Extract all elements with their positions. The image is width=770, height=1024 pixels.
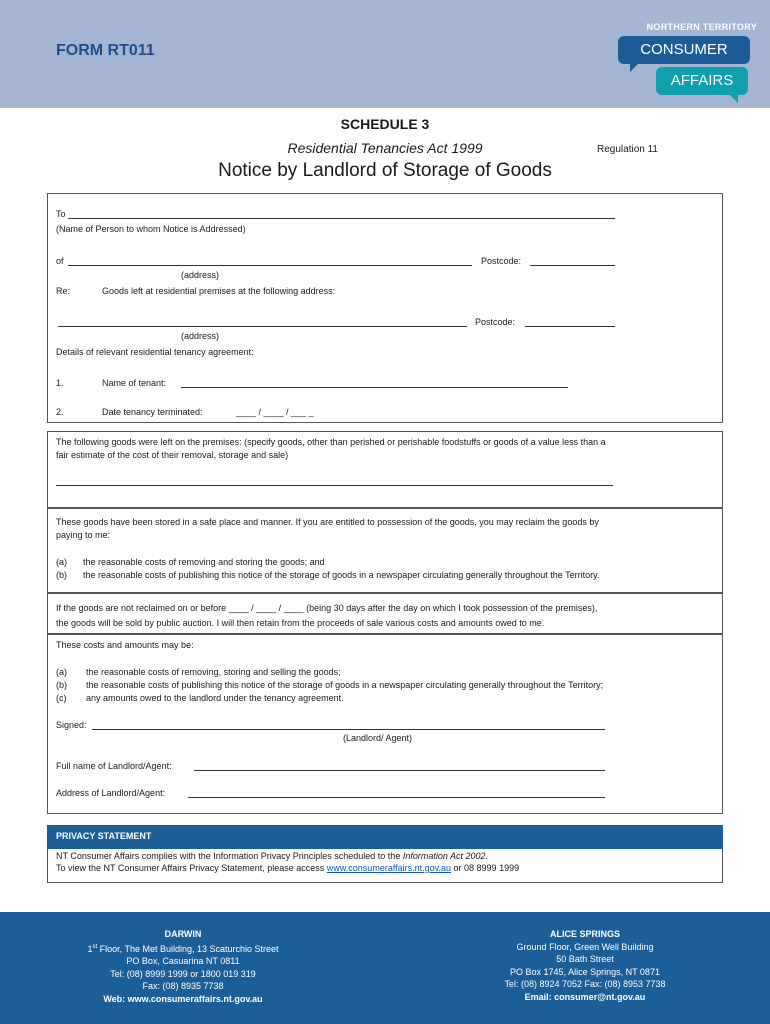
costs-signature-section <box>47 634 723 814</box>
item2-number: 2. <box>56 407 64 417</box>
logo-territory-text: NORTHERN TERRITORY <box>646 22 757 32</box>
darwin-address-line1: 1st Floor, The Met Building, 13 Scaturchio Street <box>87 943 279 954</box>
darwin-po-box: PO Box, Casuarina NT 0811 <box>126 956 240 967</box>
costs-c-text: any amounts owed to the landlord under the tenancy agreement. <box>86 693 344 703</box>
termination-date-field[interactable]: ____ / ____ / ___ _ <box>236 407 314 417</box>
page-title: Notice by Landlord of Storage of Goods <box>218 160 552 181</box>
alice-address-line1: Ground Floor, Green Well Building <box>516 941 654 952</box>
recipient-section <box>47 193 723 423</box>
darwin-tel: Tel: (08) 8999 1999 or 1800 019 319 <box>110 968 256 979</box>
costs-b-text: the reasonable costs of publishing this notice of the storage of goods in a newspaper circulating generally throughout the Territory; <box>86 680 604 690</box>
regulation-label: Regulation 11 <box>597 144 658 155</box>
goods-instruction-line1: The following goods were left on the premises: (specify goods, other than perished or perishable foodstuffs or goods of a value less than a <box>56 437 606 447</box>
termination-date-label: Date tenancy terminated: <box>102 407 203 417</box>
item1-number: 1. <box>56 378 64 388</box>
of-label: of <box>56 256 64 266</box>
reclaim-line1: These goods have been stored in a safe place and manner. If you are entitled to possession of the goods, you may reclaim the goods by <box>56 517 599 527</box>
recipient-address-field[interactable] <box>68 265 472 266</box>
alice-tel-fax: Tel: (08) 8924 7052 Fax: (08) 8953 7738 <box>504 979 666 990</box>
reclaim-b-label: (b) <box>56 570 67 580</box>
page-footer <box>0 912 770 1024</box>
landlord-address-field[interactable] <box>188 797 605 798</box>
privacy-heading: PRIVACY STATEMENT <box>47 825 723 849</box>
signature-field[interactable] <box>92 729 605 730</box>
premises-postcode-label: Postcode: <box>475 317 516 327</box>
tenant-name-label: Name of tenant: <box>102 378 167 388</box>
reclaim-line2: paying to me: <box>56 530 111 540</box>
reclaim-a-text: the reasonable costs of removing and storing the goods; and <box>83 557 325 567</box>
to-caption: (Name of Person to whom Notice is Addressed) <box>56 224 246 234</box>
premises-address-caption: (address) <box>181 331 220 341</box>
auction-line1: If the goods are not reclaimed on or before ____ / ____ / ____ (being 30 days after the day on which I took possession of the premises), <box>56 603 598 613</box>
to-label: To <box>56 209 66 219</box>
costs-c-label: (c) <box>56 693 67 703</box>
premises-postcode-field[interactable] <box>525 326 615 327</box>
re-label: Re: <box>56 286 71 296</box>
costs-b-label: (b) <box>56 680 67 690</box>
goods-section <box>47 431 723 508</box>
alice-heading: ALICE SPRINGS <box>549 929 620 939</box>
tenant-name-field[interactable] <box>181 387 568 388</box>
logo-affairs-bubble: AFFAIRS <box>656 67 748 95</box>
alice-address-line2: 50 Bath Street <box>556 954 614 965</box>
signed-caption: (Landlord/ Agent) <box>343 733 413 743</box>
schedule-title: SCHEDULE 3 <box>340 116 430 132</box>
darwin-office <box>33 928 333 1006</box>
costs-a-label: (a) <box>56 667 67 677</box>
auction-line2: the goods will be sold by public auction. I will then retain from the proceeds of sale various costs and amounts owed to me. <box>56 618 545 628</box>
alice-po-box: PO Box 1745, Alice Springs, NT 0871 <box>510 966 660 977</box>
page-header <box>0 0 770 108</box>
darwin-fax: Fax: (08) 8935 7738 <box>142 981 224 992</box>
reclaim-b-text: the reasonable costs of publishing this notice of the storage of goods in a newspaper circulating generally throughout the Territory. <box>83 570 600 580</box>
darwin-heading: DARWIN <box>164 929 202 939</box>
postcode-label: Postcode: <box>481 256 522 266</box>
tenancy-details-label: Details of relevant residential tenancy agreement: <box>56 347 254 357</box>
alice-email[interactable]: Email: consumer@nt.gov.au <box>524 991 646 1002</box>
goods-description-field[interactable] <box>56 485 613 486</box>
auction-section <box>47 593 723 634</box>
privacy-statement <box>47 849 723 883</box>
landlord-address-label: Address of Landlord/Agent: <box>56 788 166 798</box>
alice-springs-office <box>435 928 735 1004</box>
costs-intro: These costs and amounts may be: <box>56 640 194 650</box>
form-code: FORM RT011 <box>56 42 155 59</box>
privacy-line2: To view the NT Consumer Affairs Privacy Statement, please access www.consumeraffairs.nt.gov.au or 08 8999 1999 <box>56 863 520 873</box>
recipient-postcode-field[interactable] <box>530 265 615 266</box>
reclaim-section <box>47 508 723 593</box>
reclaim-a-label: (a) <box>56 557 67 567</box>
full-name-field[interactable] <box>194 770 605 771</box>
full-name-label: Full name of Landlord/Agent: <box>56 761 172 771</box>
darwin-web[interactable]: Web: www.consumeraffairs.nt.gov.au <box>103 993 263 1004</box>
privacy-link[interactable]: www.consumeraffairs.nt.gov.au <box>326 863 452 873</box>
goods-instruction-line2: fair estimate of the cost of their removal, storage and sale) <box>56 450 289 460</box>
to-name-field[interactable] <box>68 218 615 219</box>
signed-label: Signed: <box>56 720 87 730</box>
logo-consumer-bubble: CONSUMER <box>618 36 750 64</box>
act-title: Residential Tenancies Act 1999 <box>287 140 483 156</box>
consumer-affairs-logo <box>612 22 757 102</box>
costs-a-text: the reasonable costs of removing, storing and selling the goods; <box>86 667 341 677</box>
privacy-line1: NT Consumer Affairs complies with the Information Privacy Principles scheduled to the Information Act 2002. <box>56 851 489 861</box>
address-caption: (address) <box>181 270 220 280</box>
premises-address-field[interactable] <box>58 326 467 327</box>
re-text: Goods left at residential premises at the following address: <box>102 286 336 296</box>
